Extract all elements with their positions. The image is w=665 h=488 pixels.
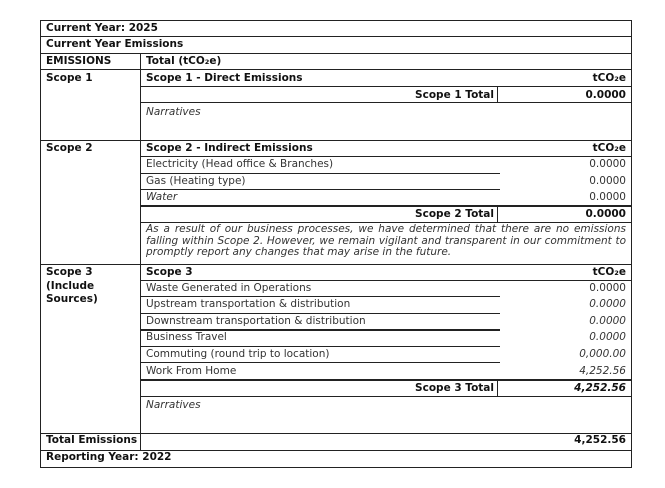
row-divider — [40, 69, 632, 70]
row-divider — [40, 140, 632, 141]
scope1-label: Scope 1 — [46, 72, 93, 84]
scope3-item-value: 0.0000 — [589, 298, 626, 310]
scope1-total-label: Scope 1 Total — [415, 89, 494, 101]
scope3-narrative: Narratives — [146, 399, 201, 411]
total-column-header: Total (tCO₂e) — [146, 55, 222, 67]
column-divider — [497, 379, 498, 396]
column-divider — [497, 86, 498, 102]
row-divider — [140, 102, 632, 103]
scope2-item-name: Water — [146, 191, 178, 203]
row-divider — [140, 379, 632, 381]
scope3-item-value: 0,000.00 — [579, 348, 626, 360]
column-divider — [497, 205, 498, 222]
scope1-total-value: 0.0000 — [585, 89, 626, 101]
row-divider — [40, 264, 632, 265]
scope3-item-name: Downstream transportation & distribution — [146, 315, 366, 327]
row-divider — [140, 396, 632, 397]
row-divider — [140, 173, 500, 174]
current-year: Current Year: 2025 — [46, 22, 158, 34]
scope2-item-value: 0.0000 — [589, 158, 626, 170]
scope3-item-value: 4,252.56 — [579, 365, 626, 377]
scope2-narrative: As a result of our business processes, we have determined that there are no emissions falling within Scope 2. However, we remain vigilant and transparent in our commitment to promptly report any changes that may arise in the future. — [146, 223, 626, 258]
row-divider — [140, 280, 632, 281]
scope3-total-value: 4,252.56 — [574, 382, 626, 394]
scope1-title: Scope 1 - Direct Emissions — [146, 72, 303, 84]
scope2-item-value: 0.0000 — [589, 175, 626, 187]
scope2-total-value: 0.0000 — [585, 208, 626, 220]
row-divider — [140, 86, 632, 87]
scope2-title: Scope 2 - Indirect Emissions — [146, 142, 313, 154]
reporting-year: Reporting Year: 2022 — [46, 451, 172, 463]
row-divider — [40, 36, 632, 37]
scope3-unit: tCO₂e — [592, 266, 626, 278]
column-divider — [140, 53, 141, 450]
scope3-label: Scope 3 — [46, 266, 93, 278]
total-emissions-label: Total Emissions — [46, 434, 138, 446]
scope3-item-value: 0.0000 — [589, 315, 626, 327]
scope2-item-name: Electricity (Head office & Branches) — [146, 158, 334, 170]
scope3-label-line3: Sources) — [46, 293, 98, 305]
scope2-label: Scope 2 — [46, 142, 93, 154]
row-divider — [140, 362, 500, 363]
row-divider — [140, 313, 500, 314]
row-divider — [140, 296, 500, 297]
scope2-item-value: 0.0000 — [589, 191, 626, 203]
row-divider — [140, 156, 632, 157]
row-divider — [140, 205, 632, 207]
section-title: Current Year Emissions — [46, 38, 184, 50]
scope3-label-line2: (Include — [46, 280, 95, 292]
total-emissions-value: 4,252.56 — [574, 434, 626, 446]
scope3-item-name: Upstream transportation & distribution — [146, 298, 351, 310]
scope1-narrative: Narratives — [146, 106, 201, 118]
row-divider — [40, 53, 632, 54]
scope3-item-name: Commuting (round trip to location) — [146, 348, 330, 360]
scope3-total-label: Scope 3 Total — [415, 382, 494, 394]
row-divider — [140, 346, 500, 347]
scope3-item-name: Work From Home — [146, 365, 237, 377]
scope2-item-name: Gas (Heating type) — [146, 175, 246, 187]
scope3-item-value: 0.0000 — [589, 282, 626, 294]
scope3-item-name: Business Travel — [146, 331, 227, 343]
scope3-item-name: Waste Generated in Operations — [146, 282, 312, 294]
scope2-unit: tCO₂e — [592, 142, 626, 154]
scope3-item-value: 0.0000 — [589, 331, 626, 343]
scope1-unit: tCO₂e — [592, 72, 626, 84]
row-divider — [140, 189, 500, 190]
emissions-column-header: EMISSIONS — [46, 55, 112, 67]
scope3-title: Scope 3 — [146, 266, 193, 278]
scope2-total-label: Scope 2 Total — [415, 208, 494, 220]
